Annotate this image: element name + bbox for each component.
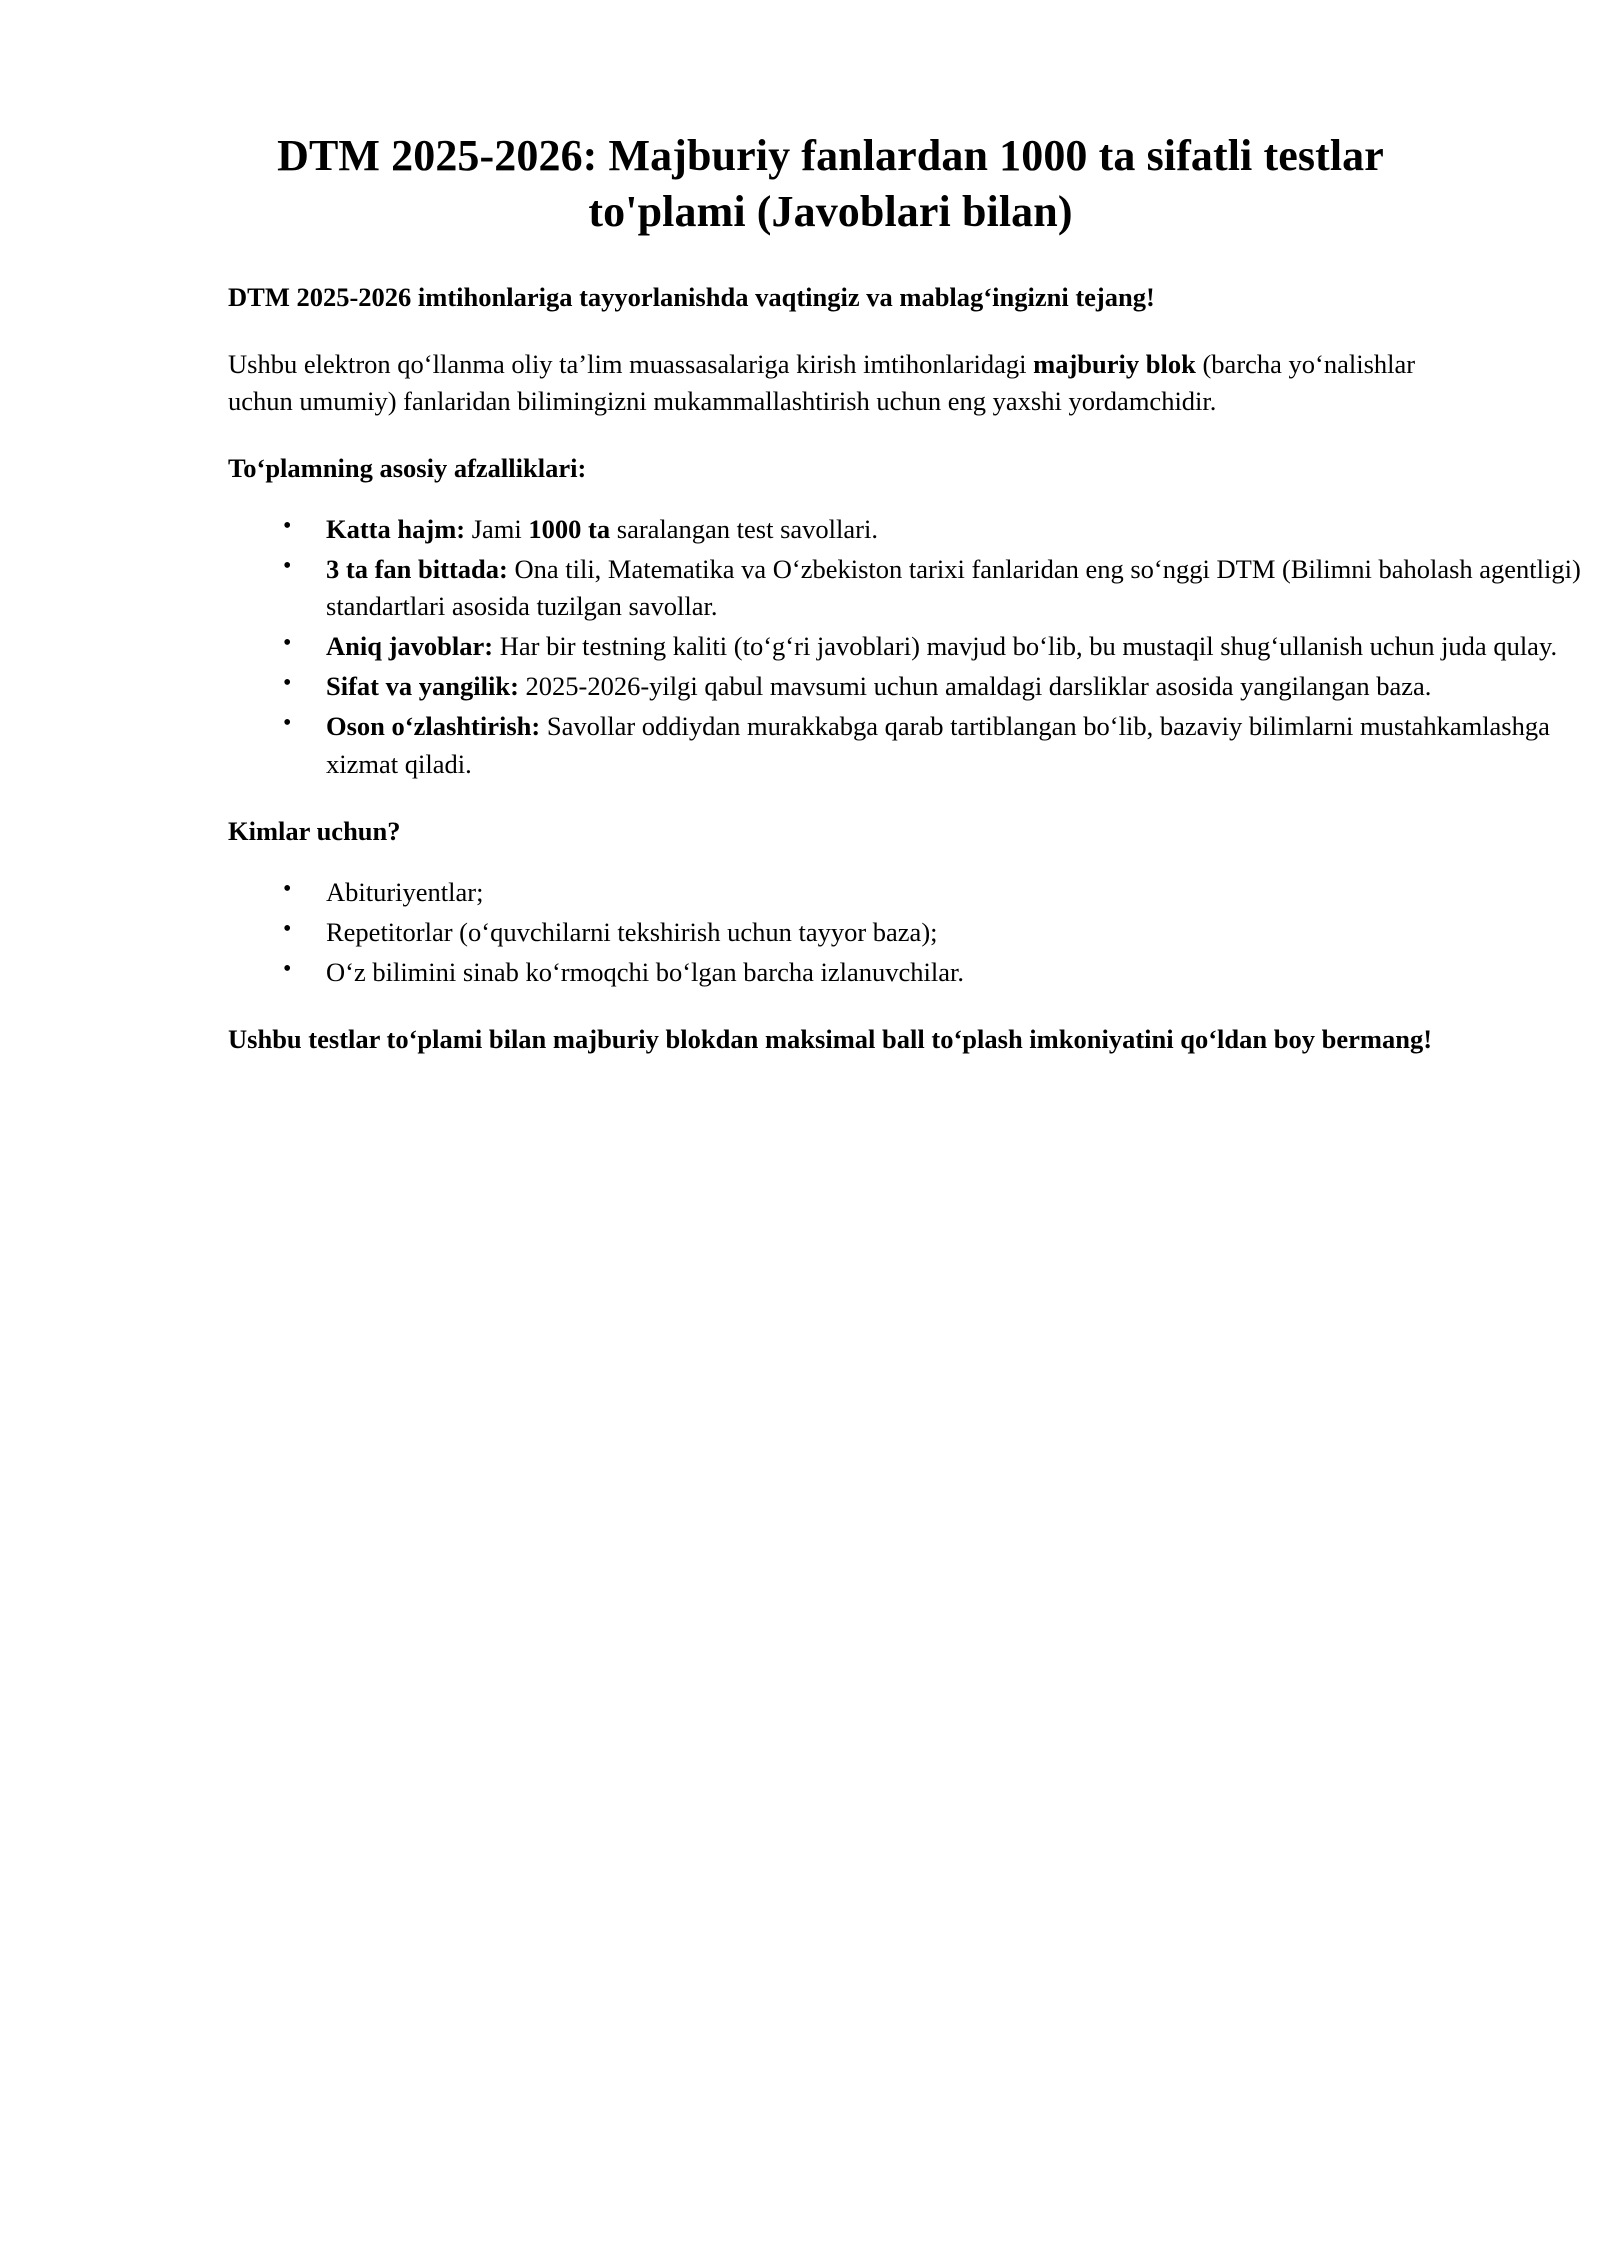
benefit-label: Oson oʻzlashtirish: [326, 711, 541, 742]
list-item: • Abituriyentlar; [228, 874, 1426, 911]
intro-paragraph [228, 346, 1433, 420]
benefit-label: Sifat va yangilik: [326, 671, 519, 702]
list-item [228, 551, 1581, 625]
intro-text-part1: Ushbu elektron qoʻllanma oliy taʼlim muassasalariga kirish imtihonlaridagi [228, 348, 1034, 379]
benefits-heading: Toʻplamning asosiy afzalliklari: [228, 452, 587, 483]
intro-highlight: majburiy blok [1033, 348, 1196, 379]
list-item [228, 628, 1581, 665]
benefit-label: Katta hajm: [326, 514, 466, 544]
benefit-text-before: Savollar oddiydan murakkabga qarab tartiblangan boʻlib, bazaviy bilimlarni mustahkamlashga xizmat qiladi. [326, 711, 1550, 779]
list-item [228, 668, 1581, 705]
intro-text-part2: (barcha yoʻnalishlar uchun umumiy) fanlaridan bilimingizni mukammallashtirish uchun eng yaxshi yordamchidir. [228, 348, 1416, 416]
audience-heading: Kimlar uchun? [228, 815, 401, 846]
benefits-list [228, 511, 1581, 783]
benefit-text-before: Ona tili, Matematika va Oʻzbekiston tarixi fanlaridan eng soʻnggi DTM (Bilimni baholash agentligi) standartlari asosida tuzilgan savollar. [326, 554, 1581, 622]
list-item: • Repetitorlar (oʻquvchilarni tekshirish uchun tayyor baza); [228, 914, 1426, 951]
document-body [228, 128, 1581, 1088]
closing-paragraph: Ushbu testlar toʻplami bilan majburiy blokdan maksimal ball toʻplash imkoniyatini qoʻldan boy bermang! [228, 1024, 1433, 1055]
list-item [228, 708, 1581, 782]
list-item [228, 511, 1581, 548]
benefit-text-before: Har bir testning kaliti (toʻgʻri javoblari) mavjud boʻlib, bu mustaqil shugʻullanish uchun juda qulay. [493, 631, 1558, 662]
benefit-text-before: Jami [465, 514, 529, 544]
benefit-text-before: 2025-2026-yilgi qabul mavsumi uchun amaldagi darsliklar asosida yangilangan baza. [518, 671, 1432, 702]
benefit-label: 3 ta fan bittada: [326, 554, 508, 585]
list-item: • Oʻz bilimini sinab koʻrmoqchi boʻlgan barcha izlanuvchilar. [228, 954, 1426, 991]
benefit-emphasis: 1000 ta [528, 514, 611, 544]
audience-list [228, 874, 1433, 991]
benefit-text-after: saralangan test savollari. [610, 514, 878, 544]
subtitle-paragraph: DTM 2025-2026 imtihonlariga tayyorlanishda vaqtingiz va mablagʻingizni tejang! [228, 281, 1155, 312]
benefit-label: Aniq javoblar: [326, 631, 494, 662]
page-title: DTM 2025-2026: Majburiy fanlardan 1000 ta sifatli testlar to'plami (Javoblari bilan) [277, 131, 1384, 237]
